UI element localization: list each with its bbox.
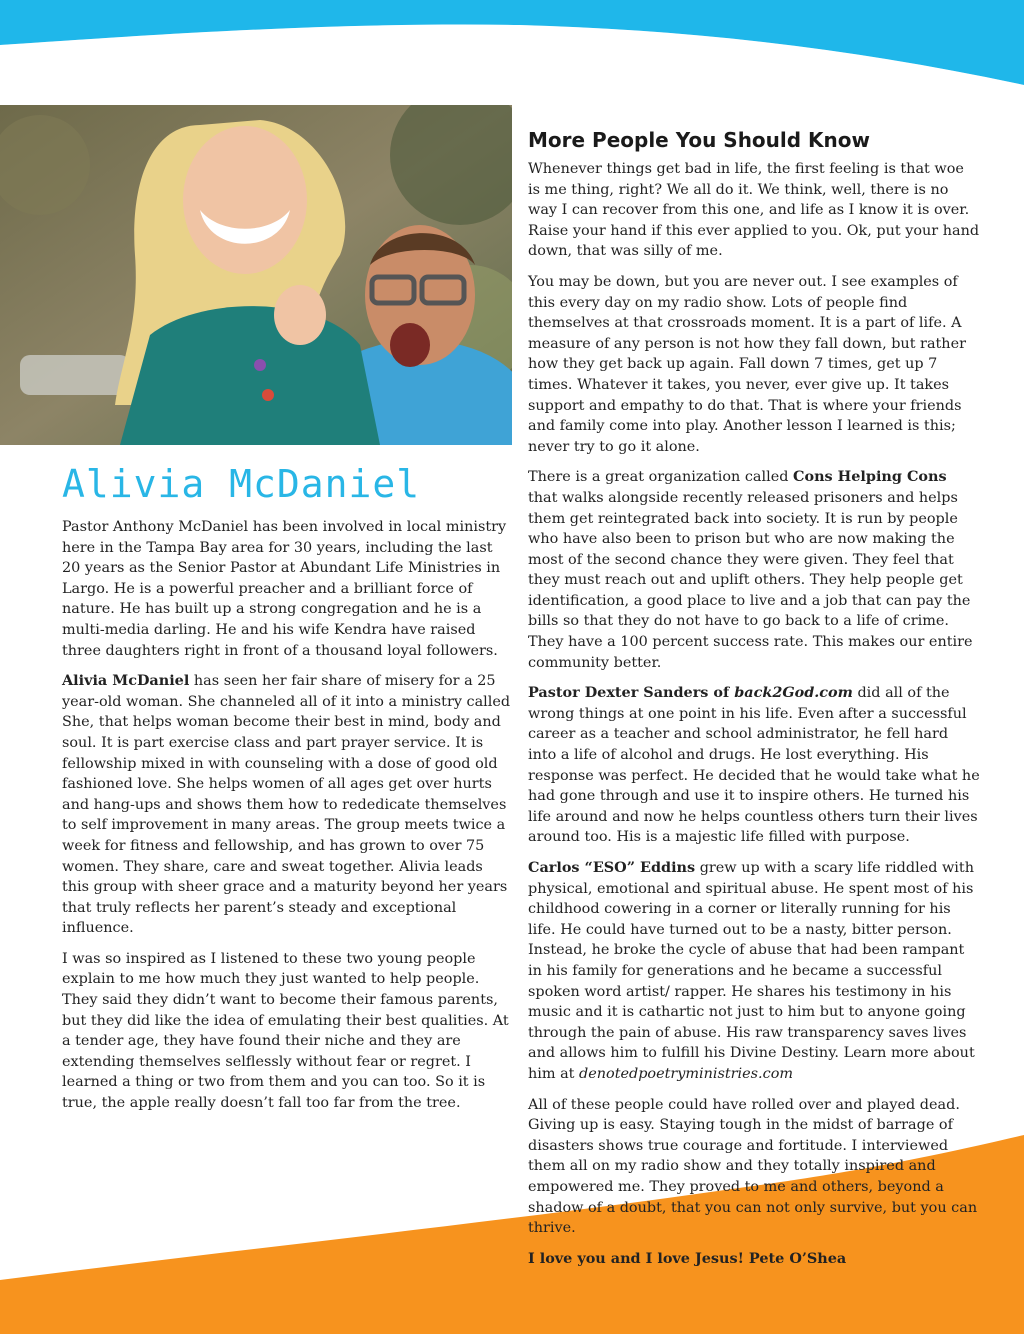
left-paragraph-1: Pastor Anthony McDaniel has been involved in local ministry here in the Tampa Bay area for 30 years, including the last 20 years as the Senior Pastor at Abundant Life Ministries in Largo. He is a powerful preacher and a brilliant force of nature. He has built up a strong congregation and he is a multi-media darling. He and his wife Kendra have raised three daughters right in front of a thousand loyal followers.: [62, 519, 507, 659]
carlos-eddins-name: Carlos “ESO” Eddins: [528, 859, 696, 876]
dexter-body-text: did all of the wrong things at one point in his life. Even after a successful career as a teacher and school administrator, he fell hard into a life of alcohol and drugs. He lost everything. His response was perfect. He decided that he would take what he had gone through and use it to inspire others. He turned his life around and now he helps countless others turn their lives around too. His is a majestic life filled with purpose.: [528, 685, 980, 846]
right-paragraph-2: You may be down, but you are never out. I see examples of this every day on my radio show. Lots of people find themselves at that crossroads moment. It is a part of life. A measure of any person is not how they fall down, but rather how they get back up again. Fall down 7 times, get up 7 times. Whatever it takes, you never, ever give up. It takes support and empathy to do that. That is where your friends and family come into play. Another lesson I learned is this; never try to go it alone.: [528, 273, 966, 455]
right-paragraph-3: [528, 467, 980, 673]
carlos-body-text: grew up with a scary life riddled with physical, emotional and spiritual abuse. He spent most of his childhood cowering in a corner or literally running for his life. He could have turned out to be a nasty, bitter person. Instead, he broke the cycle of abuse that had been rampant in his family for generations and he became a successful spoken word artist/ rapper. He shares his testimony in his music and it is cathartic not just to him but to anyone going through the pain of abuse. His raw transparency saves lives and allows him to fulfill his Divine Destiny. Learn more about him at: [528, 860, 975, 1082]
denotedpoetry-link[interactable]: denotedpoetryministries.com: [579, 1065, 794, 1082]
right-paragraph-1: Whenever things get bad in life, the first feeling is that woe is me thing, right? We all do it. We think, well, there is no way I can recover from this one, and life as I know it is over. Raise your hand if this ever applied to you. Ok, put your hand down, that was silly of me.: [528, 161, 980, 260]
right-paragraph-5: [528, 858, 980, 1085]
left-paragraph-2-text: has seen her fair share of misery for a 25 year-old woman. She channeled all of it into a ministry called She, that helps woman become their best in mind, body and soul. It is part exercise class and part prayer service. It is fellowship mixed in with counseling with a dose of good old fashioned love. She helps women of all ages get over hurts and hang-ups and shows them how to rededicate themselves to self improvement in many areas. The group meets twice a week for fitness and fellowship, and has grown to over 75 women. They share, care and sweat together. Alivia leads this group with sheer grace and a maturity beyond her years that truly reflects her parent’s steady and exceptional influence.: [62, 673, 511, 937]
name-heading: Alivia McDaniel: [62, 462, 421, 506]
back2god-link[interactable]: back2God.com: [734, 684, 853, 702]
section-title: More People You Should Know: [528, 128, 870, 152]
right-column: [528, 127, 980, 1279]
left-paragraph-2: [62, 671, 514, 939]
cons-body-text: that walks alongside recently released prisoners and helps them get reintegrated back into society. It is run by people who have also been to prison but who are now making the most of the second chance they were given. They feel that they must reach out and uplift others. They help people get identification, a good place to live and a job that can pay the bills so that they do not have to go back to a life of crime. They have a 100 percent success rate. This makes our entire community better.: [528, 489, 973, 671]
cons-helping-cons-name: Cons Helping Cons: [793, 468, 947, 486]
right-paragraph-4: [528, 683, 980, 848]
photo-illustration: [0, 105, 512, 445]
right-paragraph-6: All of these people could have rolled over and played dead. Giving up is easy. Staying tough in the midst of barrage of disasters shows true courage and fortitude. I interviewed them all on my radio show and they totally inspired and empowered me. They proved to me and others, beyond a shadow of a doubt, that you can not only survive, but you can thrive.: [528, 1096, 978, 1237]
cons-intro-text: There is a great organization called: [528, 469, 794, 486]
top-wave-decoration: [0, 0, 1024, 110]
alivia-name-lead: Alivia McDaniel: [62, 672, 190, 690]
dexter-sanders-name: Pastor Dexter Sanders of: [528, 684, 735, 702]
left-column: [62, 517, 514, 1124]
top-wave-shape: [0, 0, 1024, 85]
left-paragraph-3: I was so inspired as I listened to these two young people explain to me how much they just wanted to help people. They said they didn’t want to become their famous parents, but they did like the idea of emulating their best qualities. At a tender age, they have found their niche and they are extending themselves selflessly without fear or regret. I learned a thing or two from them and you can too. So it is true, the apple really doesn’t fall too far from the tree.: [62, 950, 509, 1112]
couple-photo: [0, 105, 512, 445]
signoff: I love you and I love Jesus! Pete O’Shea: [528, 1249, 847, 1267]
